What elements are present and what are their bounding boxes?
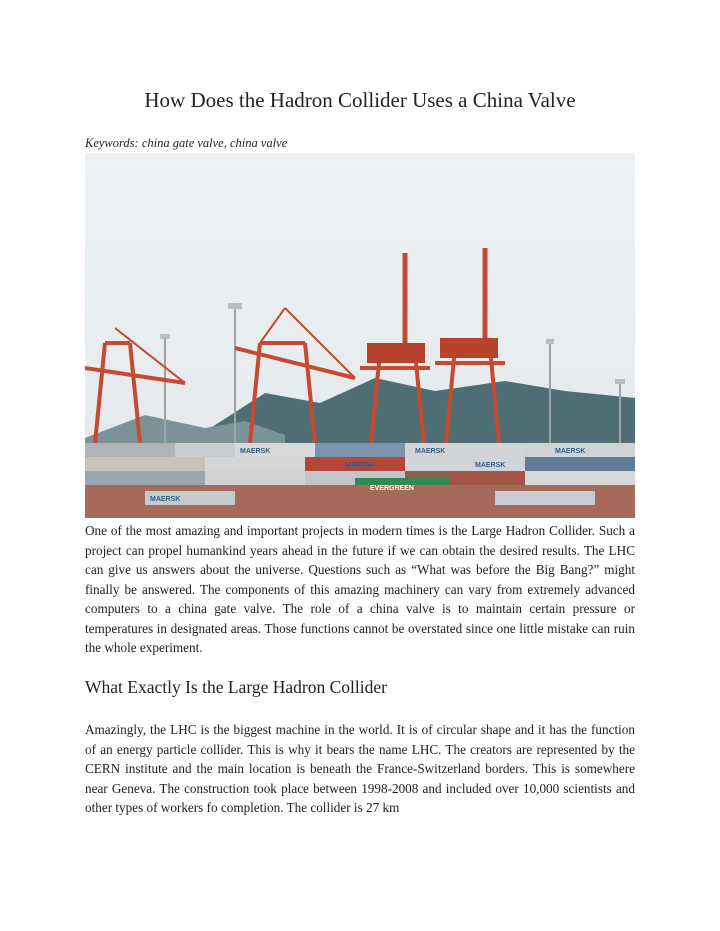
container-label-maersk-5: MAERSK (555, 448, 586, 455)
container-label-maersk-3: MAERSK (415, 448, 446, 455)
crane-center-cab (367, 343, 425, 363)
container-label-maersk-4: MAERSK (475, 462, 506, 469)
paragraph-lhc-description: Amazingly, the LHC is the biggest machine in the world. It is of circular shape and it has the function of an energy particle collider. This is why it bears the name LHC. The creators are represented by the CERN institute and the main location is beneath the France-Switzerland borders. This is somewhere near Geneva. The construction took place between 1998-2008 and included over 10,000 scientists and other types of workers fo completion. The collider is 27 km (85, 722, 635, 815)
document-title: How Does the Hadron Collider Uses a China Valve (144, 88, 576, 112)
crane-right-cab (440, 338, 498, 358)
container-label-evergreen: EVERGREEN (370, 485, 414, 492)
port-photo (85, 153, 635, 518)
section-heading: What Exactly Is the Large Hadron Collider (85, 677, 387, 697)
port-photo-illustration (85, 153, 635, 518)
paragraph-intro: One of the most amazing and important projects in modern times is the Large Hadron Collider. Such a project can propel humankind years ahead in the future if we can obtain the desired results. The LHC can give us answers about the universe. Questions such as “What was before the Big Bang?” might finally be answered. The components of this amazing machinery can vary from extremely advanced computers to a china gate valve. The role of a china valve is to maintain certain pressure or temperatures in designated areas. Those functions cannot be overstated since one little mistake can ruin the whole experiment. (85, 523, 635, 655)
container-stacks (85, 443, 635, 518)
container-label-maersk-1: MAERSK (240, 448, 271, 455)
keywords-line: Keywords: china gate valve, china valve (85, 136, 288, 150)
container-label-maersk-6: MAERSK (150, 496, 181, 503)
container-label-maersk-2: MAERSK (345, 462, 376, 469)
